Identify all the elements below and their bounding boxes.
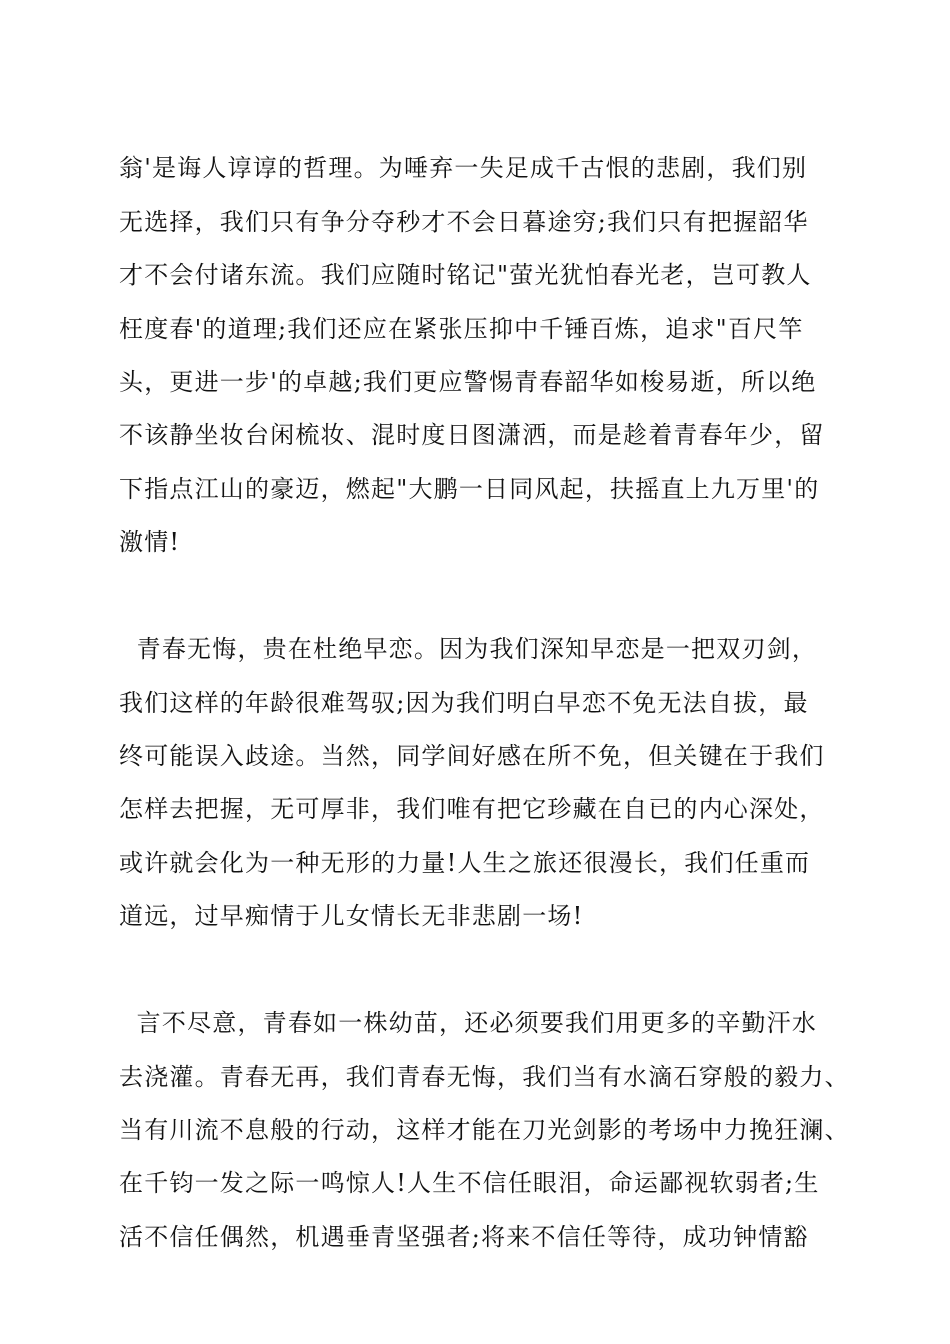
paragraph-2-line-6: 道远，过早痴情于儿女情长无非悲剧一场! (119, 902, 584, 930)
paragraph-3-line-1: 言不尽意，青春如一株幼苗，还必须要我们用更多的辛勤汗水 (119, 1009, 818, 1037)
paragraph-2-line-2: 我们这样的年龄很难驾驭;因为我们明白早恋不免无法自拔，最 (119, 689, 809, 717)
paragraph-1-line-3: 才不会付诸东流。我们应随时铭记"萤光犹怕春光老，岂可教人 (119, 261, 812, 289)
paragraph-1-line-7: 下指点江山的豪迈，燃起"大鹏一日同风起，扶摇直上九万里'的 (119, 475, 820, 503)
paragraph-1-line-2: 无选择，我们只有争分夺秒才不会日暮途穷;我们只有把握韶华 (119, 208, 809, 236)
paragraph-2-line-3: 终可能误入歧途。当然，同学间好感在所不免，但关键在于我们 (119, 742, 825, 770)
paragraph-3-line-4: 在千钧一发之际一鸣惊人!人生不信任眼泪，命运鄙视软弱者;生 (119, 1169, 820, 1197)
paragraph-1-line-6: 不该静坐妆台闲梳妆、混时度日图潇洒，而是趁着青春年少，留 (119, 421, 825, 449)
paragraph-1-line-8: 激情! (119, 528, 181, 556)
paragraph-3-line-5: 活不信任偶然，机遇垂青坚强者;将来不信任等待，成功钟情豁 (119, 1223, 809, 1251)
paragraph-2-line-5: 或许就会化为一种无形的力量!人生之旅还很漫长，我们任重而 (119, 849, 811, 877)
paragraph-3-line-2: 去浇灌。青春无再，我们青春无悔，我们当有水滴石穿般的毅力、 (119, 1063, 850, 1091)
paragraph-2-line-1: 青春无悔，贵在杜绝早恋。因为我们深知早恋是一把双刃剑， (119, 635, 818, 663)
paragraph-1-line-5: 头，更进一步'的卓越;我们更应警惕青春韶华如梭易逝，所以绝 (119, 368, 817, 396)
paragraph-1-line-1: 翁'是诲人谆谆的哲理。为唾弃一失足成千古恨的悲剧，我们别 (119, 154, 808, 182)
paragraph-1-line-4: 枉度春'的道理;我们还应在紧张压抑中千锤百炼，追求"百尺竿 (119, 315, 804, 343)
paragraph-3-line-3: 当有川流不息般的行动，这样才能在刀光剑影的考场中力挽狂澜、 (119, 1116, 850, 1144)
paragraph-2-line-4: 怎样去把握，无可厚非，我们唯有把它珍藏在自已的内心深处， (119, 795, 825, 823)
